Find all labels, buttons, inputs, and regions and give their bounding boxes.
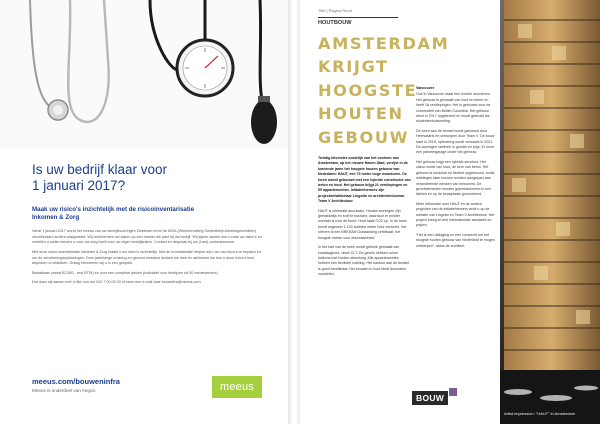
article-paragraph: HAUT is uitermate duurzaam. Houten woningen zijn gemakkelijk en snel te bouwen, waardoor er minder overlast is voor de buurt. Hout slaat CO2 op. In de toren wordt ongeveer 1.100 kubieke meter hout verwerkt. Het streven is een BREEAM Outstanding certificaat, het hoogste niveau voor duurzaamheid. bbox=[318, 208, 408, 240]
article-paragraph: Het gebouw krijgt een hybride structuur. Het casco wordt van hout, de kern van beton. Het gebouw is modulair en flexibel opgebouwd, zodat indelingen later kunnen worden aangepast aan veranderende wensen van bewoners. De gevelelementen worden geprefabriceerd in een fabriek en op de bouwplaats gemonteerd. bbox=[416, 159, 495, 197]
article-column-2 bbox=[416, 86, 496, 253]
meeus-logo: meeus bbox=[212, 376, 262, 398]
ad-headline bbox=[32, 162, 262, 194]
page-gutter bbox=[288, 0, 300, 424]
bouw-logo: BOUW bbox=[412, 391, 448, 405]
tower-illustration bbox=[500, 0, 600, 424]
ad-paragraph: Vanaf 1 januari 2017 wordt het niveau van uw bedrijfsvoeringen Ziektewet en/of de WGA (Werkhervatting Gedeeltelijk Arbeidsgeschikten) verzekeraars anders vastgesteld. Wij beschermen uw zaken op een manier die past bij uw bedrijf. Wij kijken samen met u naar uw risico's en vertellen u welke keuzes u voor uw zorg heeft voor uw eigen bedrijfsrisico. Contact en afspraak bij uw (Last) contactpersoon. bbox=[32, 229, 262, 245]
ad-footer bbox=[32, 377, 120, 393]
article-lead: Twintig kilometer oostelijk van het centrum van Amsterdam, op het nieuwe Haven-Stad, verrijst in de komende jaren het hoogste houten gebouw van Nederland: HAUT, een 73 meter hoge woontoren. De toren wordt gebouwd met een hybride constructie van beton en hout. Het gebouw krijgt 21 verdiepingen en 55 appartementen. Initiatiefnemers zijn projectontwikkelaar Lingotto en architectenbureau Team V Architectuur. bbox=[318, 156, 411, 204]
article-paragraph: Meer informatie over HAUT en de andere projecten van de initiatiefnemers vindt u op de website van Lingotto en Team V Architectuur. Het project kreeg al veel internationale aandacht en prijzen. bbox=[416, 201, 495, 228]
article-page bbox=[300, 0, 600, 424]
article-paragraph: De toren aan de Amstel wordt gebouwd door Heerwaarts en ontworpen door Team V. De bouw start in 2018, oplevering wordt verwacht in 2021. De woningen variëren in grootte en prijs. Er komt een parkeergarage onder het gebouw. bbox=[416, 128, 495, 155]
ad-paragraph: Betaalbaar (vanaf €2.500,- excl BTW) en voor een compleet advies (Indicatief voor bedrijven tot 50 medewerkers) bbox=[32, 270, 218, 275]
ad-headline-line1: Is uw bedrijf klaar voor bbox=[32, 162, 168, 177]
ad-paragraph: Dat doen wij samen met u! Bel ons om 020 7 00 00 00 of stuur een e-mail naar bouwinfra@meeus.com. bbox=[32, 280, 202, 285]
headline-line: KRIJGT bbox=[318, 57, 389, 77]
advertisement-page bbox=[0, 0, 288, 424]
page-folio: Titel | Pagina Rond bbox=[318, 8, 352, 13]
ad-website-link[interactable]: meeus.com/bouweninfra bbox=[32, 377, 120, 386]
building-photo bbox=[500, 0, 600, 424]
article-column-1 bbox=[318, 156, 411, 282]
article-paragraph: "Het is een uitdaging en een voorrecht om het hoogste houten gebouw van Nederland te mogen ontwerpen", aldus de architect. bbox=[416, 232, 495, 248]
article-subheading: Vancouver bbox=[416, 86, 435, 90]
section-label: HOUTBOUW bbox=[318, 17, 398, 26]
stethoscope-illustration bbox=[0, 0, 288, 148]
ad-subheadline bbox=[32, 206, 262, 221]
article-paragraph: Ook in Vancouver staat een houten woontoren. Het gebouw is gemaakt van hout en beton en heeft 18 verdiepingen. Het is gebouwd voor de Universiteit van British Columbia. Het gebouw werd in 2017 opgeleverd en wordt gebruikt als studentenhuisvesting. bbox=[416, 92, 491, 124]
headline-line: AMSTERDAM bbox=[318, 34, 450, 53]
ad-tagline: Meeus is onderdeel van Aegon. bbox=[32, 388, 97, 393]
headline-line: HOUTEN bbox=[318, 104, 404, 124]
ad-paragraph: Met onze risico-inventarisatie Inkomen & Zorg maakt u uw risico's inzichtelijk. Met de inventarisatie helpen wij u om uw risico's te bepalen en om de verzekeringsoplossingen. Door jarenlange ervaring en gezond verstand denken we mee en adviseren we hoe u deze risico's kunt beperken of afdekken. Graag informeren wij u in een gesprek. bbox=[32, 249, 261, 266]
headline-line: GEBOUW bbox=[318, 127, 410, 147]
ad-sub-line2: Inkomen & Zorg bbox=[32, 213, 80, 221]
stethoscope-photo bbox=[0, 0, 288, 148]
ad-sub-line1: Maak uw risico's inzichtelijk met de risicoinventarisatie bbox=[32, 206, 195, 213]
ad-text-block bbox=[32, 162, 262, 290]
bouw-logo-mark bbox=[449, 388, 457, 396]
ad-headline-line2: 1 januari 2017? bbox=[32, 178, 126, 193]
bouw-logo-block bbox=[412, 388, 457, 406]
article-paragraph: In het hart van de toren wordt gebruik gemaakt van kruislaaghout, ofwel CLT. De gevels hebben ruime balkons met houten afwerking. Alle appartementen hebben een flexibele indeling. Het kantoor aan de Amstel is goed bereikbaar. Het bouwen in hout biedt duurzame voordelen. bbox=[318, 245, 409, 277]
photo-caption: Artist impression: "HAUT" in Amsterdam bbox=[504, 411, 576, 416]
headline-line: HOOGSTE bbox=[318, 80, 418, 100]
